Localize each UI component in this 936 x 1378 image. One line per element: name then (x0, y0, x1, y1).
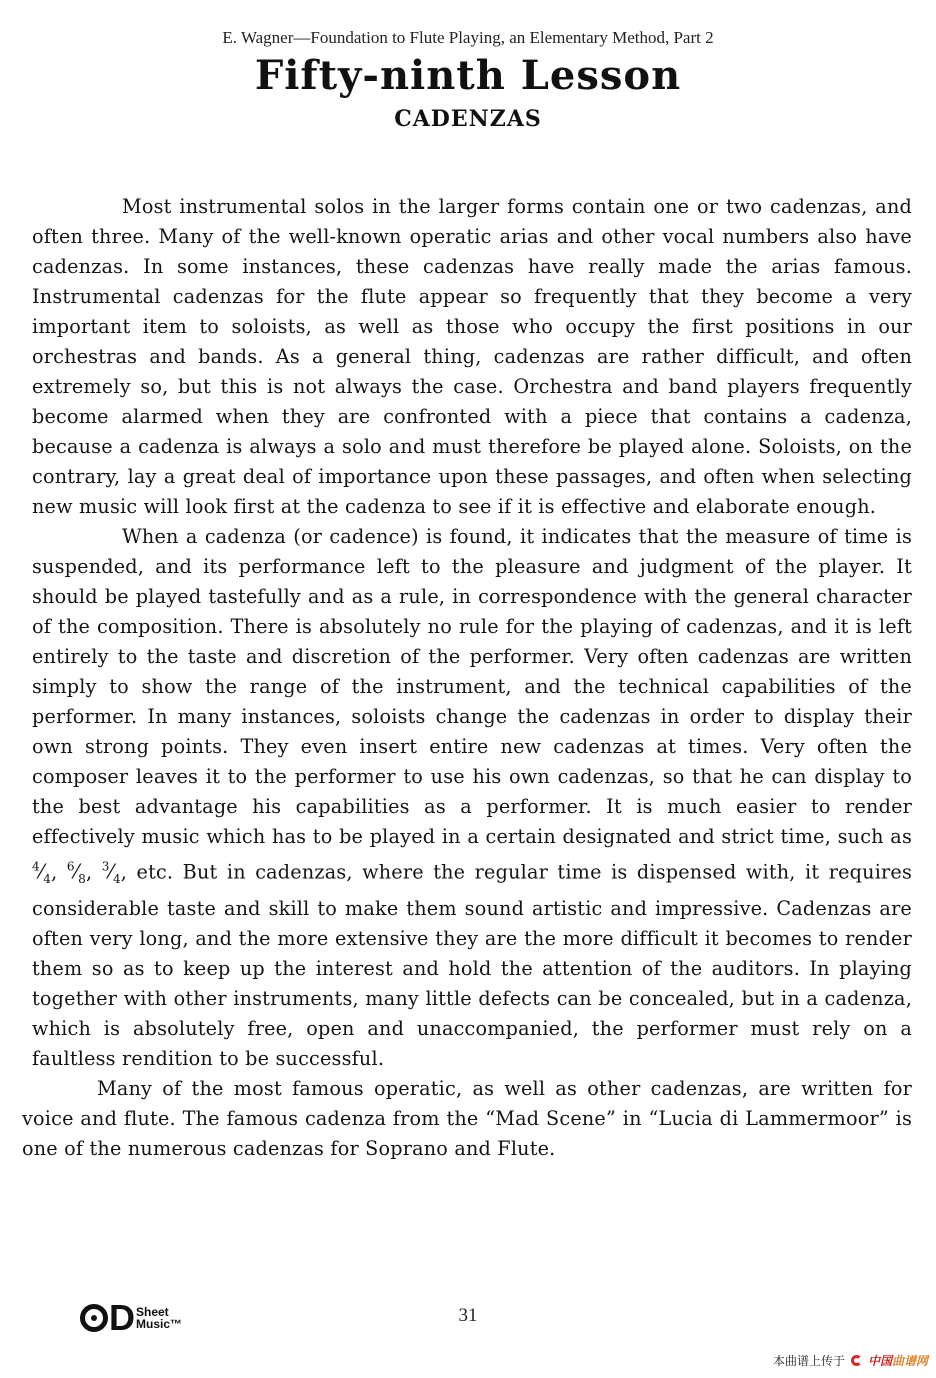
watermark-prefix: 本曲谱上传于 (772, 1354, 845, 1368)
fraction-numerator: 6 (66, 860, 75, 874)
page-title: Fifty-ninth Lesson (254, 52, 682, 99)
fraction-numerator: 3 (101, 860, 110, 874)
paragraph-2-text-a: When a cadenza (or cadence) is found, it indicates that the measure of time is suspended, and its performance left to the pleasure and judgment of the player. It should be played tastefully and as a rule, in correspondence with the general character of the composition. There is absolutely no rule for the playing of cadenzas, and it is left entirely to the taste and discretion of the performer. Very often cadenzas are written simply to show the range of the instrument, and the technical capabilities of the performer. In many instances, soloists change the cadenzas in order to display their own strong points. They even insert entire new cadenzas at times. Very often the composer leaves it to the performer to use his own cadenzas, so that he can display to the best advantage his capabilities as a performer. It is much easier to render effectively music which has to be played in a certain designated and strict time, such as (32, 525, 912, 848)
fraction-numerator: 4 (32, 860, 40, 874)
paragraph-2-text-b: , etc. But in cadenzas, where the regular time is dispensed with, it requires considerable taste and skill to make them sound artistic and impressive. Cadenzas are often very long, and the more extensive they are the more difficult it becomes to render them so as to keep up the interest and hold the attention of the auditors. In playing together with other instruments, many little defects can be concealed, but in a cadenza, which is absolutely free, open and unaccompanied, the performer must rely on a faultless rendition to be successful. (32, 860, 913, 1071)
logo-line-1: Sheet (136, 1305, 169, 1319)
body-text (22, 192, 913, 1164)
logo-mark: D (109, 1297, 135, 1338)
fraction-denominator: 8 (78, 872, 86, 887)
watermark-site-part2: 曲谱网 (891, 1354, 928, 1368)
page-number: 31 (458, 1305, 478, 1326)
site-watermark (773, 1352, 928, 1369)
paragraph-1: Most instrumental solos in the larger forms contain one or two cadenzas, and often three. Many of the well-known operatic arias and other vocal numbers also have cadenzas. In some instances, these cadenzas have really made the arias famous. Instrumental cadenzas for the flute appear so frequently that they become a very important item to soloists, as well as those who occupy the first positions in our orchestras and bands. As a general thing, cadenzas are rather difficult, and often extremely so, but this is not always the case. Orchestra and band players frequently become alarmed when they are confronted with a piece that contains a cadenza, because a cadenza is always a solo and must therefore be played alone. Soloists, on the contrary, lay a great deal of importance upon these passages, and often when selecting new music will look first at the cadenza to see if it is effective and elaborate enough. (32, 195, 912, 518)
time-signature-fraction: $^3⁄_4$ (101, 860, 121, 887)
fraction-denominator: 4 (112, 872, 121, 887)
paragraph-3: Many of the most famous operatic, as well as other cadenzas, are written for voice and flute. The famous cadenza from the “Mad Scene” in “Lucia di Lammermoor” is one of the numerous cadenzas for Soprano and Flute. (22, 1077, 912, 1161)
fraction-denominator: 4 (43, 872, 52, 887)
site-logo-icon (851, 1355, 865, 1367)
time-signature-fraction: $^4⁄_4$ (32, 860, 52, 887)
page-subtitle: CADENZAS (394, 106, 542, 132)
logo-line-2: Music™ (136, 1317, 183, 1331)
time-signature-fraction: $^6⁄_8$ (66, 860, 86, 887)
running-header: E. Wagner—Foundation to Flute Playing, an Elementary Method, Part 2 (222, 28, 714, 47)
watermark-site-part1: 中国 (867, 1354, 892, 1368)
paragraph-2: When a cadenza (or cadence) is found, it indicates that the measure of time is suspended, and its performance left to the pleasure and judgment of the player. It should be played tastefully and as a rule, in correspondence with the general character of the composition. There is absolutely no rule for the playing of cadenzas, and it is left entirely to the taste and discretion of the performer. Very often cadenzas are written simply to show the range of the instrument, and the technical capabilities of the performer. In many instances, soloists change the cadenzas in order to display their own strong points. They even insert entire new cadenzas at times. Very often the composer leaves it to the performer to use his own cadenzas, so that he can display to the best advantage his capabilities as a performer. It is much easier to render effectively music which has to be played in a certain designated and strict time, such as $^4⁄_4$, $^6⁄_8$, $^3⁄_4$, etc. But in cadenzas, where the regular time is dispensed with, it requires considerable taste and skill to make them sound artistic and impressive. Cadenzas are often very long, and the more extensive they are the more difficult it becomes to render them so as to keep up the interest and hold the attention of the auditors. In playing together with other instruments, many little defects can be concealed, but in a cadenza, which is absolutely free, open and unaccompanied, the performer must rely on a faultless rendition to be successful. (32, 525, 913, 1071)
